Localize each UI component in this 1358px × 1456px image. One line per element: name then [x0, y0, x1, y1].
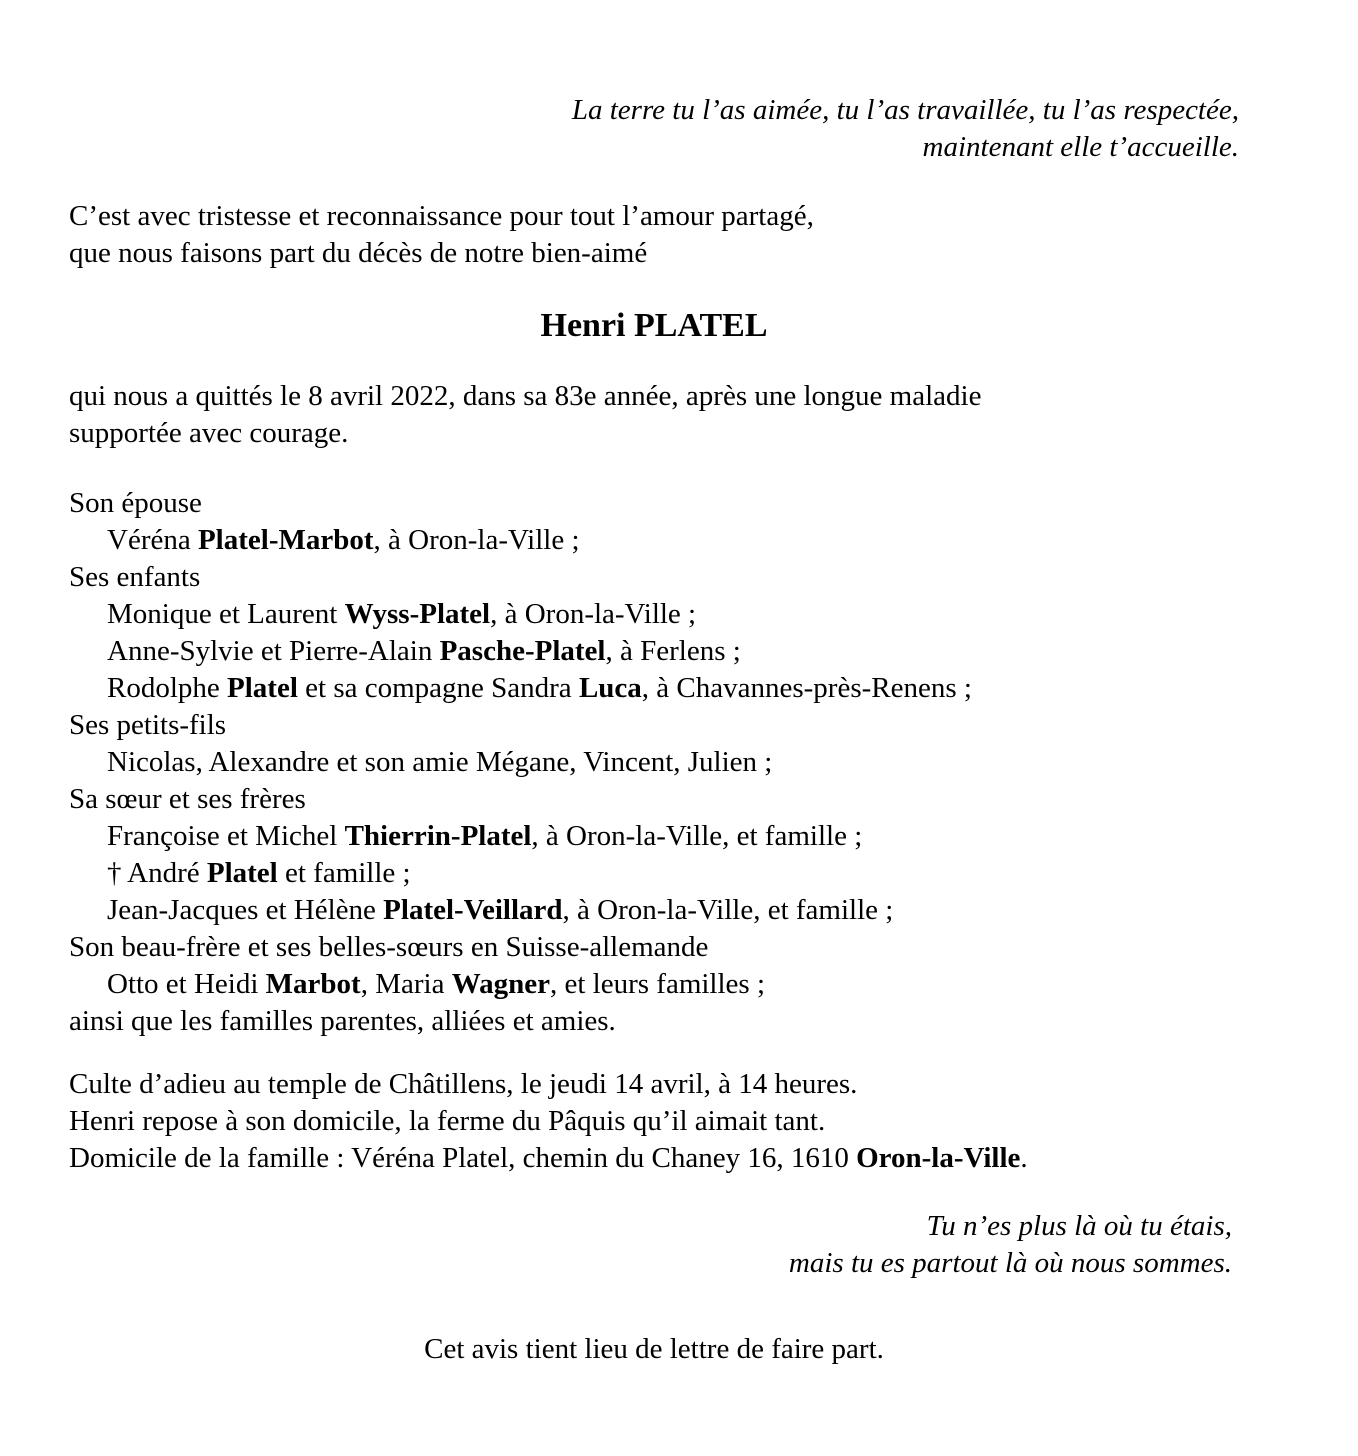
surname-bold: Luca	[578, 672, 642, 704]
surname-bold: Marbot	[265, 968, 361, 1000]
death-notice-line: supportée avec courage.	[69, 417, 349, 449]
text-segment: Domicile de la famille : Véréna Platel, chemin du Chaney 16, 1610	[69, 1142, 857, 1174]
intro-line: C’est avec tristesse et reconnaissance pour tout l’amour partagé,	[69, 200, 814, 232]
text-segment: Françoise et Michel	[107, 820, 345, 852]
text-segment: Nicolas, Alexandre et son amie Mégane, Vincent, Julien ;	[107, 746, 773, 778]
ceremony-info	[69, 1066, 1028, 1177]
text-segment: , à Oron-la-Ville ;	[373, 524, 580, 556]
verse-line: mais tu es partout là où nous sommes.	[788, 1247, 1232, 1279]
text-segment: Monique et Laurent	[107, 598, 345, 630]
text-segment: Anne-Sylvie et Pierre-Alain	[107, 635, 440, 667]
text-segment: , Maria	[360, 968, 452, 1000]
text-segment: Rodolphe	[107, 672, 228, 704]
surname-bold: Oron-la-Ville	[856, 1142, 1021, 1174]
text-segment: Véréna	[107, 524, 198, 556]
text-segment: † André	[107, 857, 207, 889]
text-segment: Culte d’adieu au temple de Châtillens, le jeudi 14 avril, à 14 heures.	[69, 1068, 858, 1100]
info-line	[69, 1140, 1028, 1177]
text-segment: , à Ferlens ;	[605, 635, 741, 667]
text-segment: ainsi que les familles parentes, alliées et amies.	[69, 1005, 616, 1037]
text-segment: , à Chavannes-près-Renens ;	[641, 672, 972, 704]
family-member-line	[69, 522, 972, 559]
surname-bold: Platel-Veillard	[383, 894, 563, 926]
death-notice-line: qui nous a quittés le 8 avril 2022, dans sa 83e année, après une longue maladie	[69, 380, 982, 412]
family-member-line	[69, 670, 972, 707]
family-member-line	[69, 633, 972, 670]
surname-bold: Wyss-Platel	[344, 598, 491, 630]
relation-heading	[69, 707, 972, 744]
text-segment: .	[1020, 1142, 1028, 1174]
surname-bold: Thierrin-Platel	[344, 820, 532, 852]
family-list	[69, 485, 972, 1040]
opening-verse	[572, 92, 1239, 166]
intro-line: que nous faisons part du décès de notre bien-aimé	[69, 237, 648, 269]
text-segment: Son beau-frère et ses belles-sœurs en Suisse-allemande	[69, 931, 709, 963]
relation-heading	[69, 929, 972, 966]
family-member-line	[69, 966, 972, 1003]
verse-line: La terre tu l’as aimée, tu l’as travaillée, tu l’as respectée,	[571, 94, 1239, 126]
deceased-name: Henri PLATEL	[540, 307, 768, 344]
intro-paragraph	[69, 198, 814, 272]
text-segment: Sa sœur et ses frères	[69, 783, 306, 815]
family-member-line	[69, 855, 972, 892]
surname-bold: Platel	[206, 857, 278, 889]
text-segment: , à Oron-la-Ville ;	[490, 598, 697, 630]
text-segment: et sa compagne Sandra	[297, 672, 579, 704]
text-segment: , à Oron-la-Ville, et famille ;	[562, 894, 894, 926]
closing-verse	[789, 1208, 1232, 1282]
text-segment: Ses petits-fils	[69, 709, 227, 741]
relation-heading	[69, 781, 972, 818]
family-member-line	[69, 596, 972, 633]
text-segment: , à Oron-la-Ville, et famille ;	[531, 820, 863, 852]
family-member-line	[69, 744, 972, 781]
relation-heading	[69, 559, 972, 596]
verse-line: Tu n’es plus là où tu étais,	[926, 1210, 1232, 1242]
relation-heading	[69, 1003, 972, 1040]
relation-heading	[69, 485, 972, 522]
family-member-line	[69, 818, 972, 855]
verse-line: maintenant elle t’accueille.	[922, 131, 1239, 163]
info-line	[69, 1066, 1028, 1103]
text-segment: Ses enfants	[69, 561, 201, 593]
surname-bold: Platel	[227, 672, 298, 704]
text-segment: Jean-Jacques et Hélène	[107, 894, 384, 926]
family-member-line	[69, 892, 972, 929]
text-segment: Otto et Heidi	[107, 968, 266, 1000]
text-segment: Henri repose à son domicile, la ferme du Pâquis qu’il aimait tant.	[69, 1105, 826, 1137]
surname-bold: Wagner	[451, 968, 550, 1000]
closing-note: Cet avis tient lieu de lettre de faire part.	[424, 1333, 884, 1365]
surname-bold: Platel-Marbot	[197, 524, 374, 556]
text-segment: , et leurs familles ;	[549, 968, 766, 1000]
text-segment: et famille ;	[277, 857, 411, 889]
info-line	[69, 1103, 1028, 1140]
surname-bold: Pasche-Platel	[439, 635, 606, 667]
death-notice-paragraph	[69, 378, 981, 452]
text-segment: Son épouse	[69, 487, 202, 519]
